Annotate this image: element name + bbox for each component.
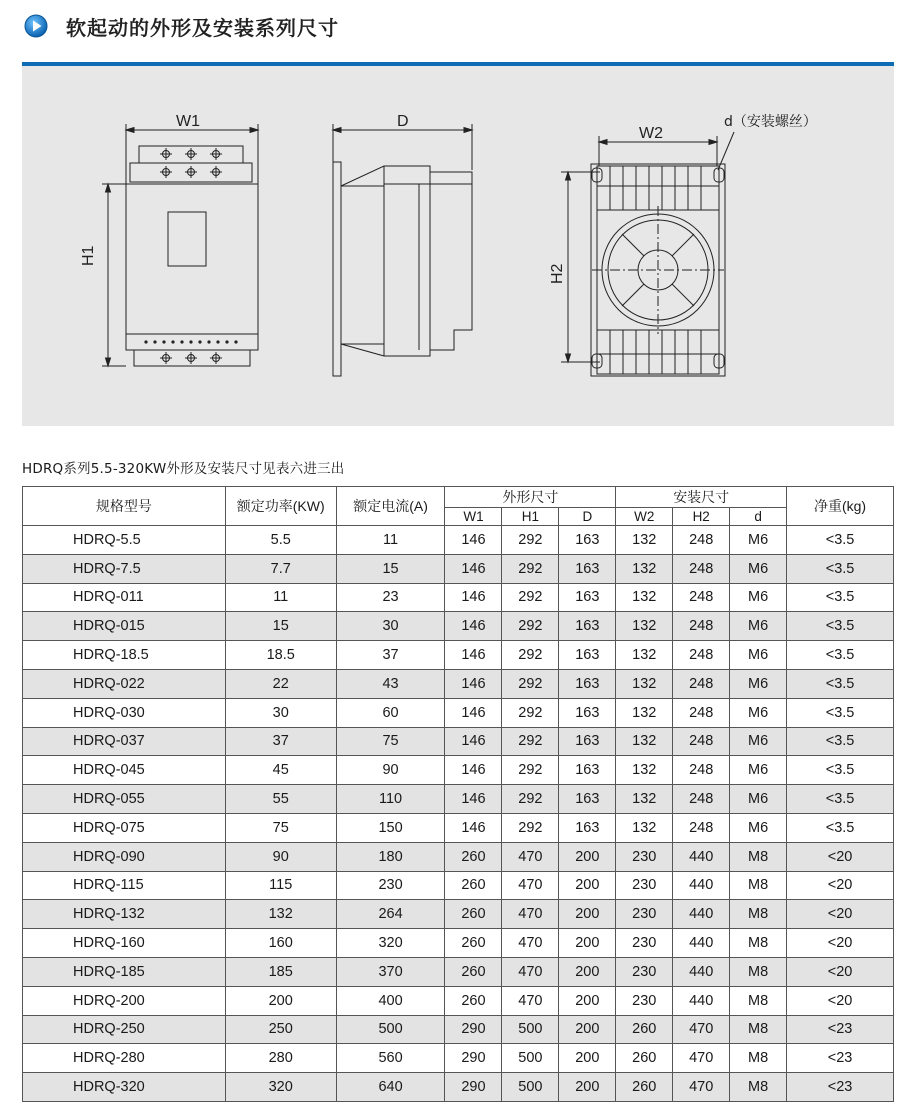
header-screw: d <box>730 508 787 526</box>
cell-h1: 470 <box>502 986 559 1015</box>
cell-h2: 440 <box>673 957 730 986</box>
cell-d: 200 <box>559 842 616 871</box>
cell-w1: 260 <box>445 957 502 986</box>
cell-h1: 292 <box>502 756 559 785</box>
cell-h1: 500 <box>502 1073 559 1102</box>
cell-weight: <3.5 <box>787 756 894 785</box>
play-icon <box>24 14 48 38</box>
table-header-row <box>23 487 894 508</box>
cell-power: 11 <box>225 583 336 612</box>
cell-screw: M6 <box>730 756 787 785</box>
cell-current: 23 <box>336 583 445 612</box>
cell-current: 15 <box>336 554 445 583</box>
cell-screw: M6 <box>730 813 787 842</box>
cell-screw: M8 <box>730 1015 787 1044</box>
cell-model: HDRQ-250 <box>23 1015 226 1044</box>
cell-h1: 292 <box>502 554 559 583</box>
cell-current: 75 <box>336 727 445 756</box>
cell-h2: 440 <box>673 900 730 929</box>
label-w1: W1 <box>176 113 200 130</box>
cell-w1: 146 <box>445 727 502 756</box>
cell-d: 163 <box>559 698 616 727</box>
header-w1: W1 <box>445 508 502 526</box>
cell-power: 55 <box>225 785 336 814</box>
cell-w1: 260 <box>445 929 502 958</box>
table-body <box>23 526 894 1102</box>
cell-screw: M6 <box>730 641 787 670</box>
cell-h1: 470 <box>502 900 559 929</box>
table-row <box>23 526 894 555</box>
cell-power: 22 <box>225 669 336 698</box>
cell-w1: 146 <box>445 756 502 785</box>
table-row <box>23 1073 894 1102</box>
cell-h1: 292 <box>502 612 559 641</box>
cell-w2: 230 <box>616 929 673 958</box>
cell-w1: 146 <box>445 669 502 698</box>
cell-h1: 500 <box>502 1015 559 1044</box>
cell-w2: 230 <box>616 986 673 1015</box>
cell-current: 30 <box>336 612 445 641</box>
table-row <box>23 583 894 612</box>
cell-d: 163 <box>559 785 616 814</box>
label-w2: W2 <box>639 125 663 142</box>
cell-w2: 230 <box>616 957 673 986</box>
front-view-drawing <box>102 124 258 366</box>
cell-h2: 470 <box>673 1073 730 1102</box>
cell-d: 163 <box>559 641 616 670</box>
cell-weight: <3.5 <box>787 785 894 814</box>
cell-w2: 132 <box>616 526 673 555</box>
table-row <box>23 785 894 814</box>
cell-power: 37 <box>225 727 336 756</box>
cell-screw: M8 <box>730 957 787 986</box>
label-d: D <box>397 113 409 130</box>
table-row <box>23 842 894 871</box>
cell-w1: 260 <box>445 842 502 871</box>
cell-d: 200 <box>559 1015 616 1044</box>
table-caption: HDRQ系列5.5-320KW外形及安装尺寸见表六进三出 <box>22 461 345 477</box>
cell-power: 132 <box>225 900 336 929</box>
cell-power: 160 <box>225 929 336 958</box>
cell-model: HDRQ-011 <box>23 583 226 612</box>
cell-d: 163 <box>559 727 616 756</box>
table-row <box>23 929 894 958</box>
cell-d: 200 <box>559 871 616 900</box>
cell-h2: 440 <box>673 871 730 900</box>
cell-weight: <20 <box>787 900 894 929</box>
table-row <box>23 554 894 583</box>
cell-h1: 292 <box>502 785 559 814</box>
cell-h1: 500 <box>502 1044 559 1073</box>
cell-weight: <3.5 <box>787 813 894 842</box>
cell-power: 115 <box>225 871 336 900</box>
cell-d: 163 <box>559 612 616 641</box>
cell-h2: 248 <box>673 785 730 814</box>
cell-current: 90 <box>336 756 445 785</box>
cell-h1: 292 <box>502 727 559 756</box>
table-row <box>23 986 894 1015</box>
cell-current: 500 <box>336 1015 445 1044</box>
cell-h1: 470 <box>502 842 559 871</box>
cell-current: 43 <box>336 669 445 698</box>
cell-current: 11 <box>336 526 445 555</box>
cell-model: HDRQ-055 <box>23 785 226 814</box>
dimension-spec-table <box>22 486 894 1102</box>
cell-d: 163 <box>559 554 616 583</box>
cell-model: HDRQ-037 <box>23 727 226 756</box>
table-row <box>23 641 894 670</box>
header-h1: H1 <box>502 508 559 526</box>
header-current: 额定电流(A) <box>336 487 445 526</box>
cell-screw: M8 <box>730 900 787 929</box>
cell-w1: 290 <box>445 1044 502 1073</box>
cell-power: 18.5 <box>225 641 336 670</box>
cell-h1: 470 <box>502 871 559 900</box>
cell-model: HDRQ-132 <box>23 900 226 929</box>
label-screw: d（安装螺丝） <box>724 114 817 130</box>
dimension-drawings <box>22 66 894 426</box>
cell-d: 163 <box>559 813 616 842</box>
cell-power: 5.5 <box>225 526 336 555</box>
header-model: 规格型号 <box>23 487 226 526</box>
cell-screw: M8 <box>730 1073 787 1102</box>
cell-h1: 292 <box>502 813 559 842</box>
cell-current: 370 <box>336 957 445 986</box>
cell-weight: <3.5 <box>787 669 894 698</box>
cell-weight: <20 <box>787 957 894 986</box>
cell-h2: 248 <box>673 554 730 583</box>
mounting-view-drawing <box>561 132 734 376</box>
cell-current: 230 <box>336 871 445 900</box>
cell-power: 200 <box>225 986 336 1015</box>
table-row <box>23 612 894 641</box>
cell-d: 163 <box>559 756 616 785</box>
cell-weight: <3.5 <box>787 698 894 727</box>
cell-screw: M8 <box>730 871 787 900</box>
cell-weight: <23 <box>787 1015 894 1044</box>
cell-weight: <20 <box>787 842 894 871</box>
cell-h2: 440 <box>673 986 730 1015</box>
cell-w2: 132 <box>616 698 673 727</box>
cell-w2: 230 <box>616 871 673 900</box>
cell-screw: M6 <box>730 612 787 641</box>
cell-h2: 248 <box>673 727 730 756</box>
cell-d: 200 <box>559 1044 616 1073</box>
cell-w1: 146 <box>445 554 502 583</box>
cell-d: 163 <box>559 526 616 555</box>
cell-w2: 132 <box>616 813 673 842</box>
header-power: 额定功率(KW) <box>225 487 336 526</box>
label-h1: H1 <box>80 245 97 266</box>
cell-weight: <3.5 <box>787 526 894 555</box>
cell-w1: 146 <box>445 526 502 555</box>
page-title: 软起动的外形及安装系列尺寸 <box>66 16 339 40</box>
cell-screw: M6 <box>730 583 787 612</box>
table-row <box>23 756 894 785</box>
cell-model: HDRQ-18.5 <box>23 641 226 670</box>
cell-screw: M6 <box>730 526 787 555</box>
cell-model: HDRQ-280 <box>23 1044 226 1073</box>
cell-model: HDRQ-5.5 <box>23 526 226 555</box>
cell-current: 110 <box>336 785 445 814</box>
cell-screw: M6 <box>730 554 787 583</box>
cell-power: 90 <box>225 842 336 871</box>
table-row <box>23 727 894 756</box>
cell-d: 200 <box>559 957 616 986</box>
cell-h2: 440 <box>673 929 730 958</box>
cell-weight: <3.5 <box>787 641 894 670</box>
cell-screw: M6 <box>730 727 787 756</box>
cell-w1: 146 <box>445 813 502 842</box>
cell-w1: 146 <box>445 612 502 641</box>
cell-w1: 146 <box>445 698 502 727</box>
cell-w1: 290 <box>445 1073 502 1102</box>
cell-w2: 260 <box>616 1073 673 1102</box>
cell-current: 150 <box>336 813 445 842</box>
label-h2: H2 <box>549 263 566 284</box>
cell-h1: 292 <box>502 526 559 555</box>
cell-screw: M6 <box>730 698 787 727</box>
cell-h1: 292 <box>502 641 559 670</box>
cell-weight: <20 <box>787 986 894 1015</box>
cell-h1: 470 <box>502 957 559 986</box>
cell-power: 15 <box>225 612 336 641</box>
cell-w1: 146 <box>445 641 502 670</box>
cell-weight: <3.5 <box>787 583 894 612</box>
cell-power: 30 <box>225 698 336 727</box>
cell-w2: 132 <box>616 612 673 641</box>
cell-h2: 248 <box>673 813 730 842</box>
cell-w1: 260 <box>445 871 502 900</box>
cell-weight: <3.5 <box>787 612 894 641</box>
side-view-drawing <box>333 124 472 376</box>
cell-current: 264 <box>336 900 445 929</box>
cell-weight: <3.5 <box>787 554 894 583</box>
cell-h2: 248 <box>673 698 730 727</box>
table-row <box>23 813 894 842</box>
cell-d: 163 <box>559 583 616 612</box>
cell-d: 200 <box>559 1073 616 1102</box>
cell-w2: 132 <box>616 583 673 612</box>
dimension-drawing-panel <box>22 66 894 426</box>
cell-h1: 292 <box>502 669 559 698</box>
cell-screw: M8 <box>730 929 787 958</box>
cell-model: HDRQ-320 <box>23 1073 226 1102</box>
cell-screw: M8 <box>730 842 787 871</box>
header-h2: H2 <box>673 508 730 526</box>
table-row <box>23 900 894 929</box>
cell-weight: <20 <box>787 871 894 900</box>
cell-power: 75 <box>225 813 336 842</box>
cell-screw: M8 <box>730 1044 787 1073</box>
cell-w2: 132 <box>616 756 673 785</box>
cell-model: HDRQ-090 <box>23 842 226 871</box>
cell-w2: 132 <box>616 785 673 814</box>
page-header <box>0 0 900 66</box>
cell-w1: 260 <box>445 986 502 1015</box>
cell-h1: 470 <box>502 929 559 958</box>
cell-weight: <3.5 <box>787 727 894 756</box>
cell-current: 560 <box>336 1044 445 1073</box>
table-row <box>23 1044 894 1073</box>
cell-current: 640 <box>336 1073 445 1102</box>
header-d: D <box>559 508 616 526</box>
cell-screw: M6 <box>730 785 787 814</box>
cell-model: HDRQ-7.5 <box>23 554 226 583</box>
cell-w2: 132 <box>616 727 673 756</box>
header-weight: 净重(kg) <box>787 487 894 526</box>
cell-d: 200 <box>559 986 616 1015</box>
cell-model: HDRQ-022 <box>23 669 226 698</box>
cell-model: HDRQ-115 <box>23 871 226 900</box>
cell-w2: 132 <box>616 669 673 698</box>
header-outline: 外形尺寸 <box>445 487 616 508</box>
cell-w2: 132 <box>616 554 673 583</box>
table-row <box>23 1015 894 1044</box>
cell-d: 200 <box>559 900 616 929</box>
cell-model: HDRQ-160 <box>23 929 226 958</box>
cell-model: HDRQ-015 <box>23 612 226 641</box>
cell-w2: 132 <box>616 641 673 670</box>
cell-model: HDRQ-030 <box>23 698 226 727</box>
cell-power: 280 <box>225 1044 336 1073</box>
cell-current: 320 <box>336 929 445 958</box>
cell-weight: <20 <box>787 929 894 958</box>
table-row <box>23 669 894 698</box>
cell-current: 180 <box>336 842 445 871</box>
cell-h1: 292 <box>502 583 559 612</box>
cell-current: 37 <box>336 641 445 670</box>
cell-h2: 470 <box>673 1044 730 1073</box>
cell-h2: 248 <box>673 641 730 670</box>
table-row <box>23 957 894 986</box>
cell-power: 250 <box>225 1015 336 1044</box>
table-row <box>23 871 894 900</box>
cell-power: 45 <box>225 756 336 785</box>
cell-current: 400 <box>336 986 445 1015</box>
cell-w2: 260 <box>616 1044 673 1073</box>
cell-screw: M8 <box>730 986 787 1015</box>
cell-h2: 470 <box>673 1015 730 1044</box>
cell-h2: 248 <box>673 669 730 698</box>
cell-w2: 230 <box>616 900 673 929</box>
cell-model: HDRQ-185 <box>23 957 226 986</box>
cell-h2: 248 <box>673 612 730 641</box>
cell-screw: M6 <box>730 669 787 698</box>
cell-power: 7.7 <box>225 554 336 583</box>
header-w2: W2 <box>616 508 673 526</box>
cell-w1: 146 <box>445 583 502 612</box>
cell-w1: 260 <box>445 900 502 929</box>
cell-w1: 146 <box>445 785 502 814</box>
table-row <box>23 698 894 727</box>
cell-model: HDRQ-045 <box>23 756 226 785</box>
cell-w2: 260 <box>616 1015 673 1044</box>
cell-weight: <23 <box>787 1044 894 1073</box>
cell-h2: 248 <box>673 756 730 785</box>
cell-w1: 290 <box>445 1015 502 1044</box>
cell-h2: 248 <box>673 526 730 555</box>
cell-current: 60 <box>336 698 445 727</box>
cell-weight: <23 <box>787 1073 894 1102</box>
header-install: 安装尺寸 <box>616 487 787 508</box>
cell-power: 320 <box>225 1073 336 1102</box>
cell-d: 163 <box>559 669 616 698</box>
cell-h2: 440 <box>673 842 730 871</box>
cell-d: 200 <box>559 929 616 958</box>
cell-h2: 248 <box>673 583 730 612</box>
cell-w2: 230 <box>616 842 673 871</box>
cell-model: HDRQ-200 <box>23 986 226 1015</box>
cell-h1: 292 <box>502 698 559 727</box>
cell-power: 185 <box>225 957 336 986</box>
cell-model: HDRQ-075 <box>23 813 226 842</box>
